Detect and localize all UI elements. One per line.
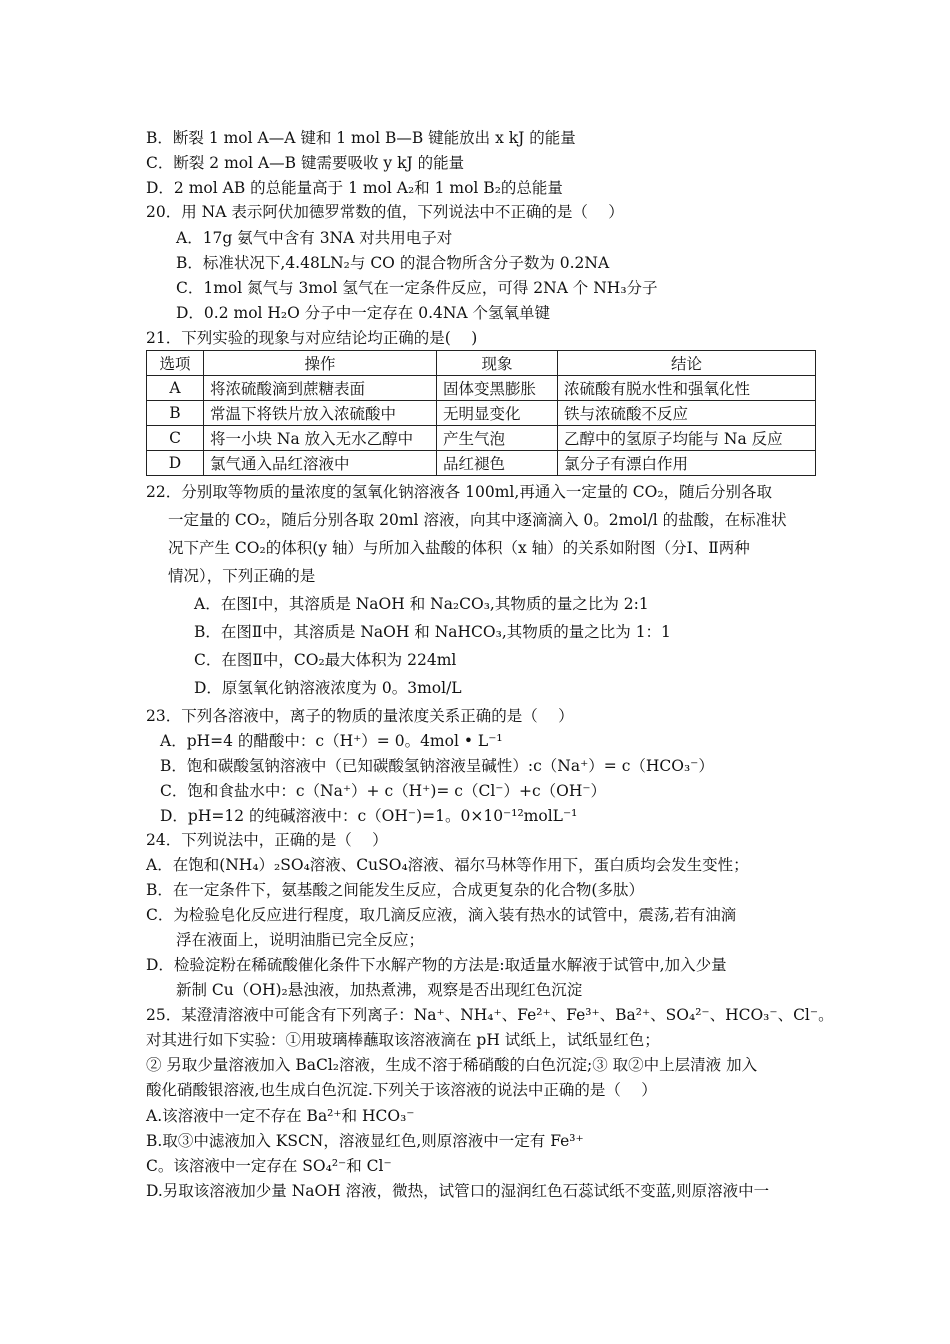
q20-option-b: B．标准状况下,4.48LN₂与 CO 的混合物所含分子数为 0.2NA [176, 254, 610, 272]
table-cell: 常温下将铁片放入浓硫酸中 [204, 401, 437, 426]
q22-option-c: C．在图Ⅱ中，CO₂最大体积为 224ml [194, 651, 457, 669]
q21-experiment-table [146, 350, 816, 476]
table-cell: A [147, 376, 204, 401]
q23-stem: 23．下列各溶液中，离子的物质的量浓度关系正确的是（ ） [146, 707, 574, 725]
q23-option-a: A．pH=4 的醋酸中：c（H⁺）= 0。4mol • L⁻¹ [160, 732, 503, 750]
q23-option-d: D．pH=12 的纯碱溶液中：c（OH⁻)=1。0×10⁻¹²molL⁻¹ [160, 807, 578, 825]
q25-stem-line: 酸化硝酸银溶液,也生成白色沉淀.下列关于该溶液的说法中正确的是（ ） [146, 1081, 657, 1099]
q25-option-a: A.该溶液中一定不存在 Ba²⁺和 HCO₃⁻ [146, 1107, 415, 1125]
table-header-cell: 结论 [558, 351, 816, 376]
table-cell: 固体变黑膨胀 [437, 376, 558, 401]
table-cell: 无明显变化 [437, 401, 558, 426]
q24-option-a: A．在饱和(NH₄）₂SO₄溶液、CuSO₄溶液、福尔马林等作用下，蛋白质均会发生变性； [146, 856, 749, 874]
q19-option-c: C．断裂 2 mol A—B 键需要吸收 y kJ 的能量 [146, 154, 465, 172]
table-header-cell: 选项 [147, 351, 204, 376]
table-cell: 氯气通入品红溶液中 [204, 451, 437, 476]
table-cell: 将一小块 Na 放入无水乙醇中 [204, 426, 437, 451]
table-cell: 铁与浓硫酸不反应 [558, 401, 816, 426]
table-cell: 将浓硫酸滴到蔗糖表面 [204, 376, 437, 401]
q25-option-b: B.取③中滤液加入 KSCN，溶液显红色,则原溶液中一定有 Fe³⁺ [146, 1132, 584, 1150]
q20-stem: 20．用 NA 表示阿伏加德罗常数的值，下列说法中不正确的是（ ） [146, 203, 624, 221]
q20-option-c: C．1mol 氮气与 3mol 氢气在一定条件反应，可得 2NA 个 NH₃分子 [176, 279, 658, 297]
q23-option-c: C．饱和食盐水中：c（Na⁺）+ c（H⁺)= c（Cl⁻）+c（OH⁻） [160, 782, 607, 800]
q24-option-c: C．为检验皂化反应进行程度，取几滴反应液，滴入装有热水的试管中，震荡,若有油滴 [146, 906, 737, 924]
q22-stem-line: 况下产生 CO₂的体积(y 轴）与所加入盐酸的体积（x 轴）的关系如附图（分Ⅰ、Ⅱ两种 [168, 539, 750, 557]
table-cell: 浓硫酸有脱水性和强氧化性 [558, 376, 816, 401]
q22-option-a: A．在图Ⅰ中，其溶质是 NaOH 和 Na₂CO₃,其物质的量之比为 2:1 [194, 595, 649, 613]
q22-stem-line: 22．分别取等物质的量浓度的氢氧化钠溶液各 100ml,再通入一定量的 CO₂，随后分别各取 [146, 483, 773, 501]
q24-option-b: B．在一定条件下，氨基酸之间能发生反应，合成更复杂的化合物(多肽） [146, 881, 644, 899]
table-cell: 品红褪色 [437, 451, 558, 476]
q22-stem-line: 一定量的 CO₂，随后分别各取 20ml 溶液，向其中逐滴滴入 0。2mol/l 的盐酸，在标准状 [168, 511, 787, 529]
table-cell: 乙醇中的氢原子均能与 Na 反应 [558, 426, 816, 451]
table-cell: B [147, 401, 204, 426]
table-header-row [147, 351, 816, 376]
q24-stem: 24．下列说法中，正确的是（ ） [146, 831, 388, 849]
q24-option-d-continued: 新制 Cu（OH)₂悬浊液，加热煮沸，观察是否出现红色沉淀 [176, 981, 583, 999]
table-cell: D [147, 451, 204, 476]
table-row [147, 401, 816, 426]
q25-option-d: D.另取该溶液加少量 NaOH 溶液，微热，试管口的湿润红色石蕊试纸不变蓝,则原溶液中一 [146, 1182, 770, 1200]
q22-option-b: B．在图Ⅱ中，其溶质是 NaOH 和 NaHCO₃,其物质的量之比为 1：1 [194, 623, 671, 641]
table-row [147, 376, 816, 401]
table-row [147, 451, 816, 476]
q20-option-a: A．17g 氨气中含有 3NA 对共用电子对 [176, 229, 453, 247]
table-cell: C [147, 426, 204, 451]
table-header-cell: 现象 [437, 351, 558, 376]
q25-stem-line: 对其进行如下实验：①用玻璃棒蘸取该溶液滴在 pH 试纸上，试纸显红色； [146, 1031, 660, 1049]
q19-option-d: D．2 mol AB 的总能量高于 1 mol A₂和 1 mol B₂的总能量 [146, 179, 563, 197]
q24-option-d: D．检验淀粉在稀硫酸催化条件下水解产物的方法是:取适量水解液于试管中,加入少量 [146, 956, 727, 974]
table-cell: 产生气泡 [437, 426, 558, 451]
table-cell: 氯分子有漂白作用 [558, 451, 816, 476]
q20-option-d: D．0.2 mol H₂O 分子中一定存在 0.4NA 个氢氧单键 [176, 304, 551, 322]
q25-option-c: C。该溶液中一定存在 SO₄²⁻和 Cl⁻ [146, 1157, 392, 1175]
q24-option-c-continued: 浮在液面上，说明油脂已完全反应； [176, 931, 425, 949]
q19-option-b: B．断裂 1 mol A—A 键和 1 mol B—B 键能放出 x kJ 的能量 [146, 129, 576, 147]
q22-stem-line: 情况），下列正确的是 [168, 567, 316, 585]
q25-stem-line: ② 另取少量溶液加入 BaCl₂溶液，生成不溶于稀硝酸的白色沉淀;③ 取②中上层清液 加入 [146, 1056, 758, 1074]
q25-stem-line: 25．某澄清溶液中可能含有下列离子：Na⁺、NH₄⁺、Fe²⁺、Fe³⁺、Ba²⁺、SO₄²⁻、HCO₃⁻、Cl⁻。 [146, 1006, 834, 1024]
q23-option-b: B．饱和碳酸氢钠溶液中（已知碳酸氢钠溶液呈碱性）:c（Na⁺）= c（HCO₃⁻） [160, 757, 714, 775]
table-header-cell: 操作 [204, 351, 437, 376]
q22-option-d: D．原氢氧化钠溶液浓度为 0。3mol/L [194, 679, 462, 697]
q21-stem: 21．下列实验的现象与对应结论均正确的是( ) [146, 329, 478, 347]
table-row [147, 426, 816, 451]
